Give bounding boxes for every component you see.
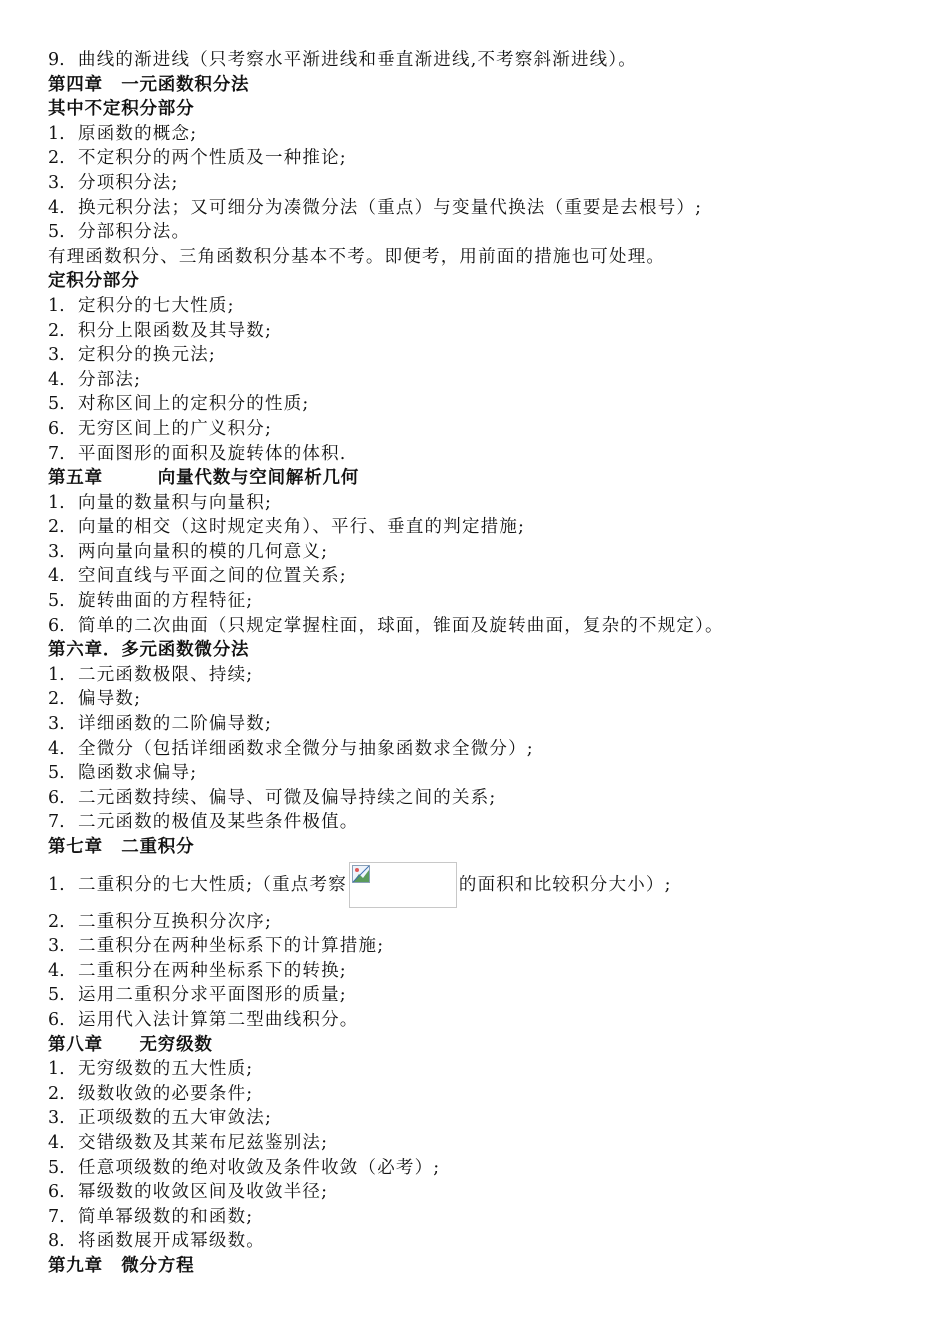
list-item-number: 1. [48,874,65,895]
list-item-number: 8. [48,1231,65,1252]
list-item-text: 将函数展开成幂级数。 [78,1231,265,1252]
list-item-number: 4. [48,960,65,981]
list-item-number: 2. [48,517,65,538]
list-item [48,564,928,589]
list-item-number: 6. [48,1182,65,1203]
list-item-number: 2. [48,689,65,710]
section-heading: 第八章 无穷级数 [48,1034,213,1055]
list-item-text: 二元函数的极值及某些条件极值。 [78,812,359,833]
list-item [48,1008,928,1033]
list-item [48,343,928,368]
list-item-text: 两向量向量积的模的几何意义; [78,541,329,562]
list-item-text: 二重积分在两种坐标系下的计算措施; [78,936,385,957]
list-item [48,761,928,786]
list-item-number: 1. [48,295,65,316]
list-item-number: 4. [48,566,65,587]
list-item [48,1156,928,1181]
list-item [48,860,928,910]
list-item-text: 交错级数及其莱布尼兹鉴别法; [78,1132,329,1153]
list-item [48,294,928,319]
list-item-text: 平面图形的面积及旋转体的体积. [78,443,347,464]
list-item-number: 5. [48,591,65,612]
list-item-text: 定积分的七大性质; [78,295,235,316]
list-item [48,712,928,737]
list-item-text: 全微分（包括详细函数求全微分与抽象函数求全微分）; [78,738,534,759]
list-item [48,1106,928,1131]
list-item-text: 二重积分的七大性质;（重点考察 [78,874,347,895]
list-item-text: 的面积和比较积分大小）; [458,874,672,895]
list-item-number: 7. [48,1206,65,1227]
list-item-number: 6. [48,615,65,636]
list-item [48,442,928,467]
list-item-number: 4. [48,197,65,218]
list-item-number: 1. [48,1059,65,1080]
list-item-number: 4. [48,369,65,390]
list-item-text: 二重积分在两种坐标系下的转换; [78,960,347,981]
list-item [48,687,928,712]
list-item-text: 分部法; [78,369,142,390]
list-item-number: 1. [48,123,65,144]
section-heading: 第四章 一元函数积分法 [48,74,250,95]
document-page [48,48,928,1279]
list-item-text: 定积分的换元法; [78,345,216,366]
list-item [48,589,928,614]
list-item-text: 对称区间上的定积分的性质; [78,394,310,415]
list-item [48,196,928,221]
list-item-text: 简单的二次曲面（只规定掌握柱面，球面，锥面及旋转曲面，复杂的不规定）。 [78,615,724,636]
list-item-number: 5. [48,394,65,415]
list-item-text: 无穷级数的五大性质; [78,1059,254,1080]
list-item-text: 运用代入法计算第二型曲线积分。 [78,1009,359,1030]
list-item-text: 偏导数; [78,689,142,710]
list-item [48,1057,928,1082]
list-item-text: 空间直线与平面之间的位置关系; [78,566,347,587]
list-item-text: 向量的相交（这时规定夹角）、平行、垂直的判定措施; [78,517,526,538]
list-item-number: 5. [48,1157,65,1178]
list-item-text: 任意项级数的绝对收敛及条件收敛（必考）; [78,1157,441,1178]
list-item-text: 分部积分法。 [78,222,191,243]
list-item-number: 5. [48,985,65,1006]
list-item-text: 曲线的渐进线（只考察水平渐进线和垂直渐进线,不考察斜渐进线）。 [78,50,638,70]
section-heading: 第六章．多元函数微分法 [48,640,250,661]
list-item-number: 6. [48,787,65,808]
list-item-number: 2. [48,148,65,169]
list-item-text: 旋转曲面的方程特征; [78,591,254,612]
list-item-number: 1. [48,664,65,685]
list-item [48,392,928,417]
list-item [48,663,928,688]
list-item [48,1082,928,1107]
paragraph-text: 有理函数积分、三角函数积分基本不考。即便考，用前面的措施也可处理。 [48,246,666,267]
list-item [48,171,928,196]
list-item-text: 运用二重积分求平面图形的质量; [78,985,347,1006]
section-heading: 定积分部分 [48,271,140,292]
list-item-number: 6. [48,418,65,439]
list-item [48,1131,928,1156]
list-item-number: 6. [48,1009,65,1030]
section-heading: 其中不定积分部分 [48,99,195,120]
broken-image-icon [349,862,457,908]
list-item-text: 二元函数极限、持续; [78,664,254,685]
list-item-number: 2. [48,320,65,341]
list-item-number: 2. [48,911,65,932]
list-item-text: 级数收敛的必要条件; [78,1083,254,1104]
list-item-text: 简单幂级数的和函数; [78,1206,254,1227]
list-item [48,1180,928,1205]
list-item-text: 换元积分法；又可细分为凑微分法（重点）与变量代换法（重要是去根号）; [78,197,703,218]
list-item-text: 原函数的概念; [78,123,198,144]
list-item [48,417,928,442]
list-item-number: 3. [48,714,65,735]
list-item-number: 3. [48,1108,65,1129]
list-item [48,934,928,959]
section-heading: 第五章 向量代数与空间解析几何 [48,468,360,489]
list-item-text: 分项积分法; [78,172,179,193]
list-item [48,515,928,540]
section-heading: 第七章 二重积分 [48,837,195,857]
list-item-number: 5. [48,222,65,243]
list-item-text: 二元函数持续、偏导、可微及偏导持续之间的关系; [78,787,497,808]
list-item [48,146,928,171]
list-item [48,614,928,639]
list-item-text: 幂级数的收敛区间及收敛半径; [78,1182,329,1203]
list-item-text: 正项级数的五大审敛法; [78,1108,273,1129]
list-item [48,122,928,147]
list-item-number: 1. [48,492,65,513]
list-item-text: 详细函数的二阶偏导数; [78,714,273,735]
list-item-number: 3. [48,936,65,957]
list-item-number: 4. [48,1132,65,1153]
list-item-number: 2. [48,1083,65,1104]
list-item [48,1205,928,1230]
list-item-text: 无穷区间上的广义积分; [78,418,273,439]
list-item-text: 二重积分互换积分次序; [78,911,273,932]
list-item-text: 不定积分的两个性质及一种推论; [78,148,347,169]
list-item-number: 3. [48,172,65,193]
section-heading: 第九章 微分方程 [48,1255,195,1276]
list-item [48,368,928,393]
list-item [48,983,928,1008]
list-item-text: 向量的数量积与向量积; [78,492,273,513]
list-item-number: 4. [48,738,65,759]
list-item-number: 5. [48,763,65,784]
list-item-number: 7. [48,812,65,833]
list-item [48,48,928,73]
list-item-number: 3. [48,345,65,366]
list-item [48,910,928,935]
list-item [48,737,928,762]
list-item-number: 3. [48,541,65,562]
list-item [48,220,928,245]
list-item [48,491,928,516]
list-item-number: 9. [48,50,65,70]
list-item [48,786,928,811]
list-item-number: 7. [48,443,65,464]
list-item [48,810,928,835]
list-item [48,1229,928,1254]
list-item-text: 隐函数求偏导; [78,763,198,784]
list-item [48,319,928,344]
list-item [48,959,928,984]
list-item [48,540,928,565]
list-item-text: 积分上限函数及其导数; [78,320,273,341]
